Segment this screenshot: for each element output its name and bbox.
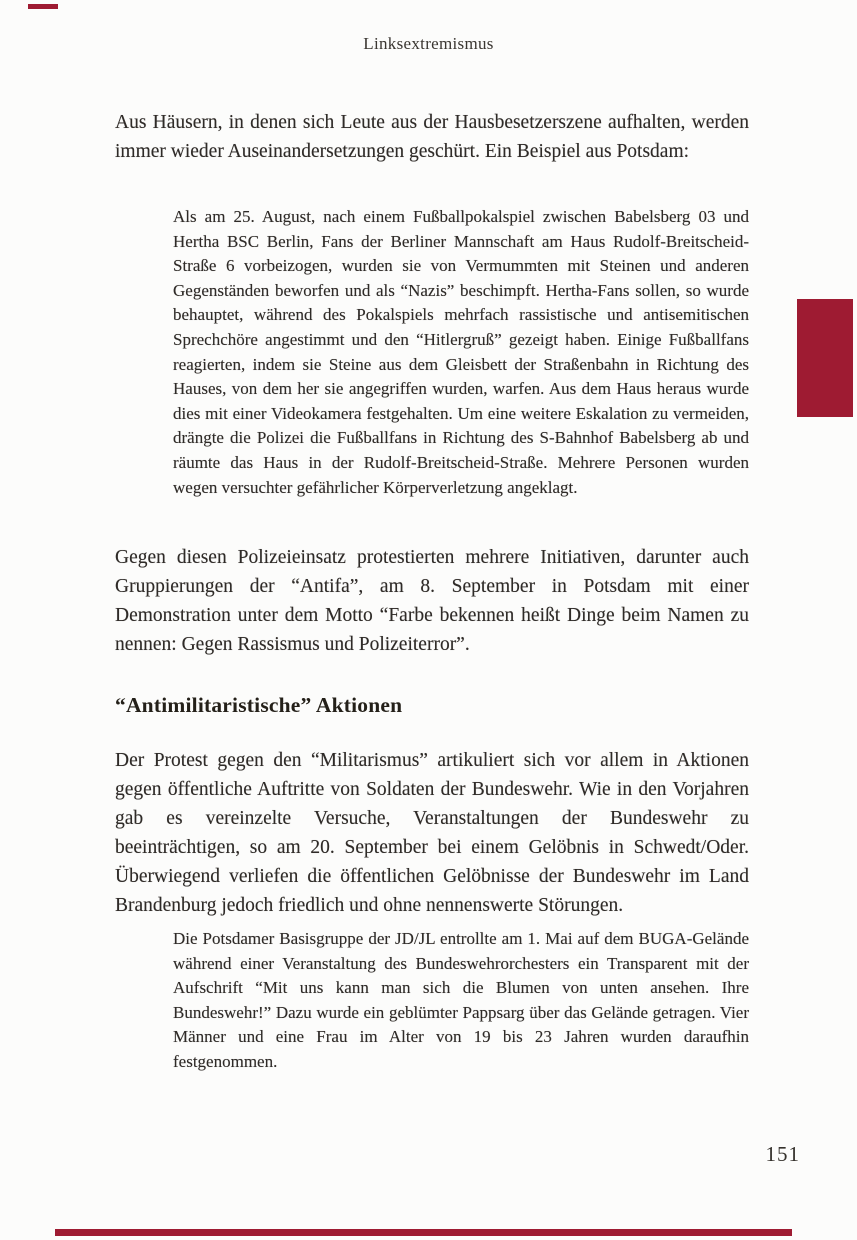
red-top-dash-decoration	[28, 4, 58, 9]
section-heading-antimilitaristische-aktionen: “Antimilitaristische” Aktionen	[115, 693, 403, 717]
red-bottom-rule	[55, 1229, 792, 1236]
blockquote-babelsberg-incident: Als am 25. August, nach einem Fußballpokalspiel zwischen Babelsberg 03 und Hertha BSC Berlin, Fans der Berliner Mannschaft am Haus Rudolf-Breitscheid-Straße 6 vorbeizogen, wurden sie von Vermummten mit Steinen und anderen Gegenständen beworfen und als “Nazis” beschimpft. Hertha-Fans sollen, so wurde behauptet, während des Pokalspiels mehrfach rassistische und antisemitischen Sprechchöre angestimmt und den “Hitlergruß” gezeigt haben. Einige Fußballfans reagierten, indem sie Steine aus dem Gleisbett der Straßenbahn in Richtung des Hauses, von dem her sie angegriffen wurden, warfen. Aus dem Haus heraus wurde dies mit einer Videokamera festgehalten. Um eine weitere Eskalation zu vermeiden, drängte die Polizei die Fußballfans in Richtung des S-Bahnhof Babelsberg ab und räumte das Haus in der Rudolf-Breitscheid-Straße. Mehrere Personen wurden wegen versuchter gefährlicher Körperverletzung angeklagt.	[173, 207, 749, 497]
red-margin-tab-block	[797, 299, 853, 417]
page-number: 151	[765, 1142, 800, 1166]
running-head: Linksextremismus	[363, 34, 494, 53]
blockquote-buga-incident: Die Potsdamer Basisgruppe der JD/JL entrollte am 1. Mai auf dem BUGA-Gelände während einer Veranstaltung des Bundeswehrorchesters ein Transparent mit der Aufschrift “Mit uns kann man sich die Blumen von unten ansehen. Ihre Bundeswehr!” Dazu wurde ein geblümter Pappsarg über das Gelände getragen. Vier Männer und eine Frau im Alter von 19 bis 23 Jahren wurden daraufhin festgenommen.	[173, 929, 749, 1071]
paragraph-polizeieinsatz-protest: Gegen diesen Polizeieinsatz protestierten mehrere Initiativen, darunter auch Gruppierungen der “Antifa”, am 8. September in Potsdam mit einer Demonstration unter dem Motto “Farbe bekennen heißt Dinge beim Namen zu nennen: Gegen Rassismus und Polizeiterror”.	[115, 547, 749, 655]
paragraph-hausbesetzerszene: Aus Häusern, in denen sich Leute aus der Hausbesetzerszene aufhalten, werden immer wieder Auseinandersetzungen geschürt. Ein Beispiel aus Potsdam:	[115, 112, 749, 162]
paragraph-protest-militarismus: Der Protest gegen den “Militarismus” artikuliert sich vor allem in Aktionen gegen öffentliche Auftritte von Soldaten der Bundeswehr. Wie in den Vorjahren gab es vereinzelte Versuche, Veranstaltungen der Bundeswehr zu beeinträchtigen, so am 20. September bei einem Gelöbnis in Schwedt/Oder. Überwiegend verliefen die öffentlichen Gelöbnisse der Bundeswehr im Land Brandenburg jedoch friedlich und ohne nennenswerte Störungen.	[115, 750, 749, 916]
